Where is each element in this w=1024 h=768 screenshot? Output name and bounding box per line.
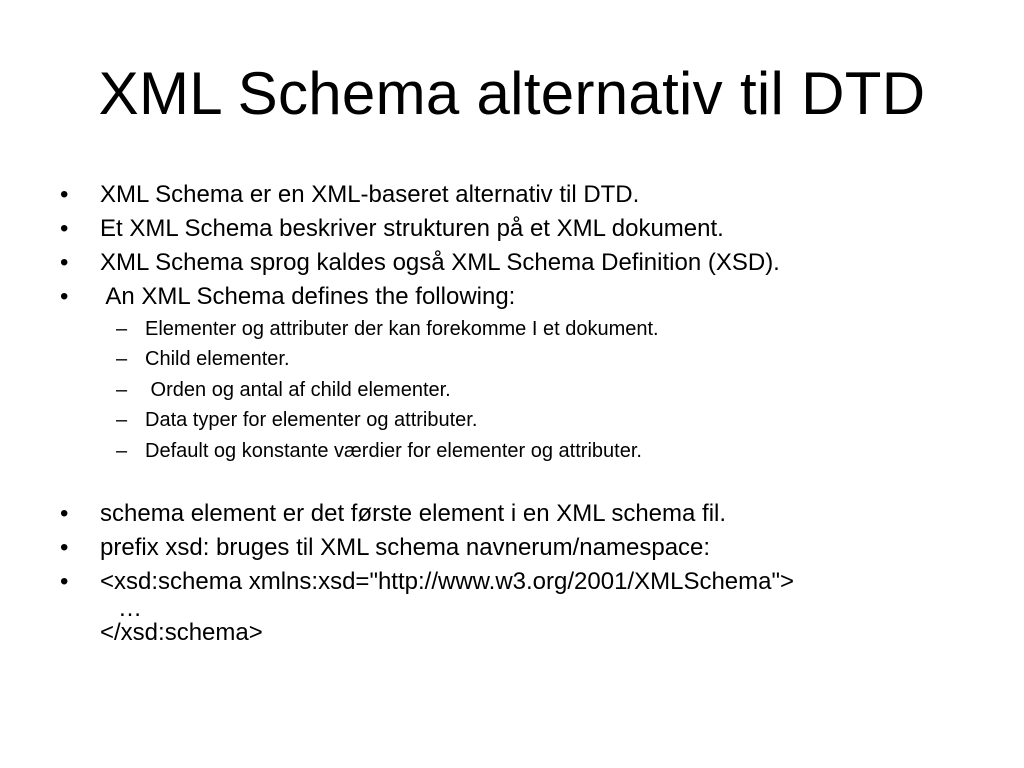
sub-bullet-text: Data typer for elementer og attributer. <box>145 409 478 432</box>
bullet-marker: • <box>60 568 69 596</box>
bullet-text: schema element er det første element i en XML schema fil. <box>100 500 727 528</box>
sub-bullet-marker: – <box>116 378 128 401</box>
sub-bullet-text: Orden og antal af child elementer. <box>145 378 451 401</box>
bullet-marker: • <box>60 181 69 208</box>
bullet-marker: • <box>60 215 69 242</box>
bullet-text: Et XML Schema beskriver strukturen på et XML dokument. <box>100 215 724 242</box>
bullet-text: XML Schema sprog kaldes også XML Schema Definition (XSD). <box>100 249 780 276</box>
bullet-marker: • <box>60 283 69 310</box>
sub-bullet-marker: – <box>116 439 128 462</box>
bullet-marker: • <box>60 249 69 276</box>
bullet-text: prefix xsd: bruges til XML schema navnerum/namespace: <box>100 534 711 562</box>
bullet-item <box>60 565 1000 599</box>
sub-bullet-item <box>60 314 1000 344</box>
bullet-marker: • <box>60 534 69 562</box>
bullet-item <box>60 178 1000 212</box>
code-closing-tag: </xsd:schema> <box>100 619 263 647</box>
sub-bullet-marker: – <box>116 348 128 371</box>
sub-bullet-text: Elementer og attributer der kan forekomme I et dokument. <box>145 318 659 340</box>
sub-bullet-item <box>60 344 1000 374</box>
bullet-item <box>60 497 1000 531</box>
sub-bullet-item <box>60 375 1000 405</box>
bullet-item <box>60 212 1000 246</box>
bullet-text: An XML Schema defines the following: <box>100 283 516 310</box>
sub-bullet-text: Child elementer. <box>145 348 290 371</box>
code-ellipsis: … <box>118 595 142 623</box>
slide-content <box>60 178 1000 647</box>
bullet-item <box>60 531 1000 565</box>
spacer <box>60 466 1000 497</box>
bullet-item <box>60 246 1000 280</box>
slide-title: XML Schema alternativ til DTD <box>98 60 926 127</box>
sub-bullet-item <box>60 405 1000 435</box>
sub-bullet-marker: – <box>116 318 128 340</box>
sub-bullet-text: Default og konstante værdier for elementer og attributer. <box>145 439 642 462</box>
bullet-marker: • <box>60 500 69 528</box>
sub-bullet-item <box>60 436 1000 466</box>
bullet-text: <xsd:schema xmlns:xsd="http://www.w3.org/2001/XMLSchema"> <box>100 568 795 596</box>
sub-bullet-marker: – <box>116 409 128 432</box>
bullet-item <box>60 280 1000 314</box>
bullet-text: XML Schema er en XML-baseret alternativ til DTD. <box>100 181 640 208</box>
